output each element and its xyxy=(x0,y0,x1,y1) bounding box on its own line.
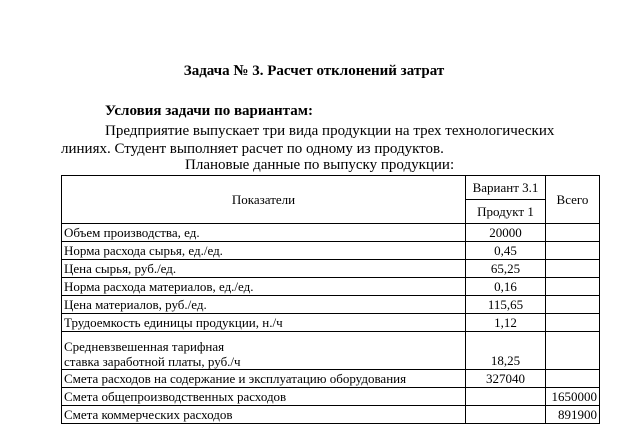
table-row xyxy=(62,296,600,314)
intro-line-2: линиях. Студент выполняет расчет по одному из продуктов. xyxy=(61,141,444,157)
row-total xyxy=(546,314,600,332)
intro-paragraph xyxy=(61,122,600,158)
row-name: Норма расхода материалов, ед./ед. xyxy=(62,278,466,296)
row-total xyxy=(546,224,600,242)
row-name: Трудоемкость единицы продукции, н./ч xyxy=(62,314,466,332)
row-name: Норма расхода сырья, ед./ед. xyxy=(62,242,466,260)
row-total xyxy=(546,242,600,260)
header-indicators: Показатели xyxy=(62,176,466,224)
table-row xyxy=(62,332,600,370)
row-value: 0,45 xyxy=(466,242,546,260)
row-total xyxy=(546,332,600,370)
row-total xyxy=(546,370,600,388)
row-value: 115,65 xyxy=(466,296,546,314)
table-row xyxy=(62,388,600,406)
row-value xyxy=(466,388,546,406)
table-row xyxy=(62,224,600,242)
row-name: Цена материалов, руб./ед. xyxy=(62,296,466,314)
row-name-line-2: ставка заработной платы, руб./ч xyxy=(64,354,241,369)
row-name: Цена сырья, руб./ед. xyxy=(62,260,466,278)
row-value: 65,25 xyxy=(466,260,546,278)
row-total: 1650000 xyxy=(546,388,600,406)
header-product: Продукт 1 xyxy=(466,200,546,224)
row-name: Смета общепроизводственных расходов xyxy=(62,388,466,406)
row-value xyxy=(466,406,546,424)
intro-line-1: Предприятие выпускает три вида продукции на трех технологических xyxy=(105,123,555,139)
table-row xyxy=(62,314,600,332)
row-total xyxy=(546,278,600,296)
row-name: Смета коммерческих расходов xyxy=(62,406,466,424)
row-name: Смета расходов на содержание и эксплуатацию оборудования xyxy=(62,370,466,388)
row-value: 18,25 xyxy=(466,332,546,370)
table-caption: Плановые данные по выпуску продукции: xyxy=(185,157,455,173)
row-value: 327040 xyxy=(466,370,546,388)
row-value: 20000 xyxy=(466,224,546,242)
row-total xyxy=(546,296,600,314)
table-row xyxy=(62,242,600,260)
page-title: Задача № 3. Расчет отклонений затрат xyxy=(183,63,445,79)
row-name xyxy=(62,332,466,370)
row-name-line-1: Средневзвешенная тарифная xyxy=(64,339,225,354)
header-variant: Вариант 3.1 xyxy=(466,176,546,200)
row-total xyxy=(546,260,600,278)
table-row xyxy=(62,370,600,388)
header-total: Всего xyxy=(546,176,600,224)
table-row xyxy=(62,406,600,424)
table-row xyxy=(62,260,600,278)
row-name: Объем производства, ед. xyxy=(62,224,466,242)
row-value: 0,16 xyxy=(466,278,546,296)
conditions-heading: Условия задачи по вариантам: xyxy=(105,103,313,119)
row-total: 891900 xyxy=(546,406,600,424)
table-row xyxy=(62,278,600,296)
row-value: 1,12 xyxy=(466,314,546,332)
plan-data-table xyxy=(61,175,600,424)
